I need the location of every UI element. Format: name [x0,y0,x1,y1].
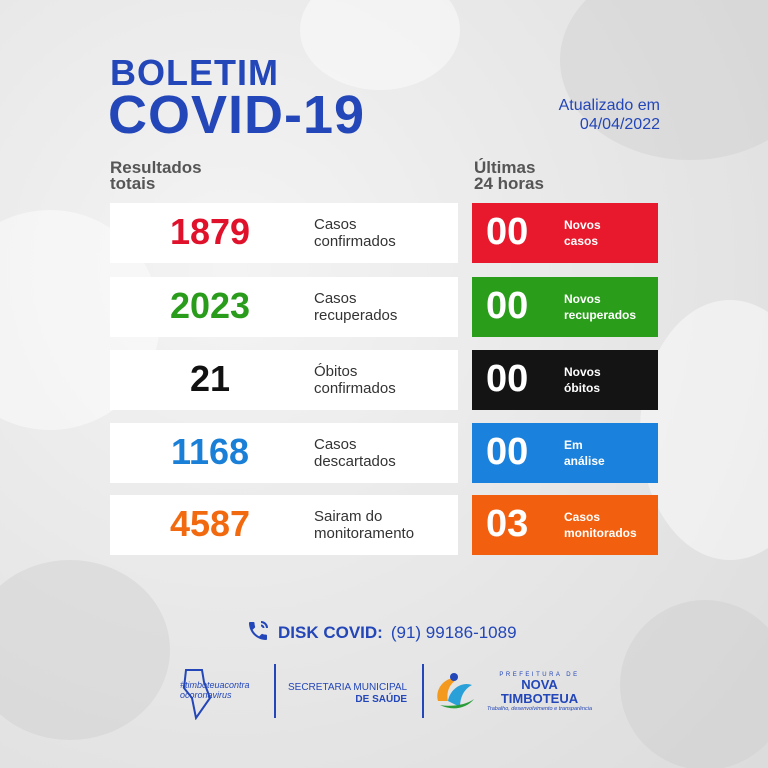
stat-label-line2: monitoramento [314,525,415,542]
prefeitura-slogan: Trabalho, desenvolvimento e transparência [486,706,593,712]
hashtag-text [180,680,250,700]
stat-value: 1879 [169,211,251,252]
hashtag-line2: ocoronavirus [180,690,232,700]
total-results-header [110,160,202,192]
stat-label [314,216,396,250]
hashtag-line1: #timboteuacontra [180,680,250,690]
prefeitura-text [482,672,597,712]
stat-label-line1: Casos [314,216,357,233]
last-24h-header [474,160,544,192]
prefeitura-logo-icon [432,667,478,718]
background-cell [640,300,768,560]
new-stat-label [564,217,601,249]
stat-label-line2: descartados [314,453,396,470]
background-cell [560,0,768,160]
new-stat-label [564,509,637,541]
stat-row-recovered [110,277,458,337]
stat-label [314,363,396,397]
secretaria-line2: DE SAÚDE [355,694,408,705]
new-stat-label-line1: Casos [564,510,601,524]
stat-value: 21 [189,358,231,399]
stat-label-line1: Casos [314,290,357,307]
stat-label-line1: Óbitos [314,363,358,380]
stat-value: 4587 [169,503,251,544]
last-24h-line2: 24 horas [474,174,544,193]
new-stat-value: 00 [486,211,529,253]
secretaria-line1: SECRETARIA MUNICIPAL [288,682,408,693]
stat-label-line1: Casos [314,436,357,453]
new-stat-label-line1: Novos [564,365,601,379]
disk-covid [246,620,517,646]
stat-value: 1168 [170,431,250,472]
new-stat-value: 00 [486,358,529,400]
stat-label [314,290,397,324]
new-stat-label [564,291,636,323]
new-stat-label [564,437,605,469]
divider [422,664,424,718]
stat-value: 2023 [169,285,251,326]
last-24h-line1: Últimas [474,158,536,177]
new-stat-box [472,203,658,263]
stat-label-line2: recuperados [314,307,398,324]
stat-row-confirmed [110,203,458,263]
new-stat-box [472,277,658,337]
new-stat-value: 00 [486,285,529,327]
background-cell [0,560,170,740]
prefeitura-line1: PREFEITURA DE [499,672,580,678]
updated-date: 04/04/2022 [579,116,660,133]
updated-info [559,96,660,134]
background-cell [300,0,460,90]
new-stat-box [472,423,658,483]
title-covid: COVID-19 [108,85,366,145]
stat-label-line2: confirmados [314,233,396,250]
updated-label: Atualizado em [558,97,660,114]
new-stat-label [564,364,601,396]
total-results-line2: totais [110,174,156,193]
new-stat-label-line1: Novos [564,292,601,306]
new-stat-label-line2: monitorados [564,526,637,540]
disk-covid-label: DISK COVID: [278,623,383,642]
new-stat-value: 00 [486,431,529,473]
new-stat-box [472,350,658,410]
phone-icon [246,619,270,648]
stat-row-monitoring [110,495,458,555]
new-stat-value: 03 [486,503,529,545]
stat-label-line1: Sairam do [314,508,383,525]
new-stat-label-line2: casos [564,234,599,248]
new-stat-label-line1: Em [564,438,583,452]
title-boletim: BOLETIM [110,52,279,93]
new-stat-label-line2: óbitos [564,381,600,395]
prefeitura-line2: NOVA TIMBOTEUA [500,677,579,706]
background-cell [620,600,768,768]
new-stat-label-line1: Novos [564,218,601,232]
stat-label-line2: confirmados [314,380,396,397]
new-stat-box [472,495,658,555]
total-results-line1: Resultados [110,158,202,177]
phone-number: (91) 99186-1089 [390,623,517,642]
stat-label [314,508,414,542]
divider [274,664,276,718]
stat-row-discarded [110,423,458,483]
secretaria-text [288,682,407,706]
stat-label [314,436,396,470]
stat-row-deaths [110,350,458,410]
new-stat-label-line2: análise [564,454,605,468]
new-stat-label-line2: recuperados [564,308,637,322]
